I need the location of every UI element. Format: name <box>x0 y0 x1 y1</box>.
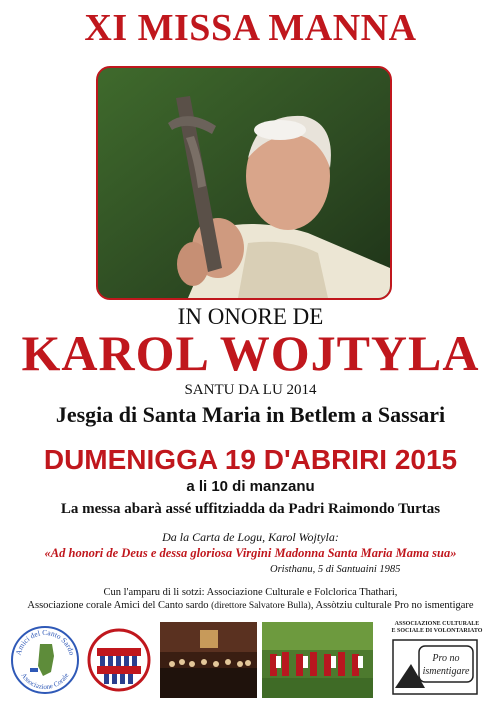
mass-celebrant: La messa abarà assé uffitziadda da Padri Raimondo Turtas <box>60 501 441 517</box>
sponsors-line-1: Cun l'amparu di li sotzi: Associazione Culturale e Folclorica Thathari, <box>103 587 398 598</box>
sponsor-corale: Associazione corale Amici del Canto sardo <box>27 600 212 611</box>
sponsor-director: (direttore Salvatore Bulla) <box>211 601 311 611</box>
choir-photo <box>160 622 257 698</box>
canto-sardo-top-text: Amici del Canto Sardo <box>13 627 77 657</box>
poster-title: XI MISSA MANNA <box>84 7 417 49</box>
folk-group-photo <box>262 622 373 698</box>
event-time: a li 10 di manzanu <box>186 478 315 495</box>
sponsors-text <box>0 586 501 613</box>
event-date: DUMENIGGA 19 D'ABRIRI 2015 <box>43 444 458 475</box>
pro-header-line-1: ASSOCIAZIONE CULTURALE <box>394 621 480 627</box>
church-location: Jesgia di Santa Maria in Betlem a Sassari <box>55 402 446 427</box>
carta-quote: «Ad honori de Deus e dessa gloriosa Virgini Madonna Santa Maria Mama sua» <box>44 546 457 560</box>
carta-dateline: Oristhanu, 5 di Santuaini 1985 <box>270 564 401 575</box>
sponsor-pro-no-ismentigare: , Assòtziu culturale Pro no ismentigare <box>310 600 474 611</box>
canto-sardo-bottom-text: Associazione Corale <box>19 671 71 692</box>
pro-line-1: Pro no <box>432 653 460 664</box>
pro-line-2: ismentigare <box>422 666 470 677</box>
thathari-logo <box>87 622 151 698</box>
sponsors-line-2 <box>0 599 501 613</box>
honoree-name: KAROL WOJTYLA <box>21 325 480 381</box>
in-honor-of: IN ONORE DE <box>177 304 324 329</box>
canonization-note: SANTU DA LU 2014 <box>184 382 317 398</box>
canto-sardo-logo <box>10 622 80 698</box>
carta-intro: Da la Carta de Logu, Karol Wojtyla: <box>162 530 339 544</box>
pro-header-line-2: E SOCIALE DI VOLONTARIATO <box>391 628 483 634</box>
pope-photo <box>96 66 392 300</box>
pro-no-ismentigare-logo <box>385 618 490 702</box>
